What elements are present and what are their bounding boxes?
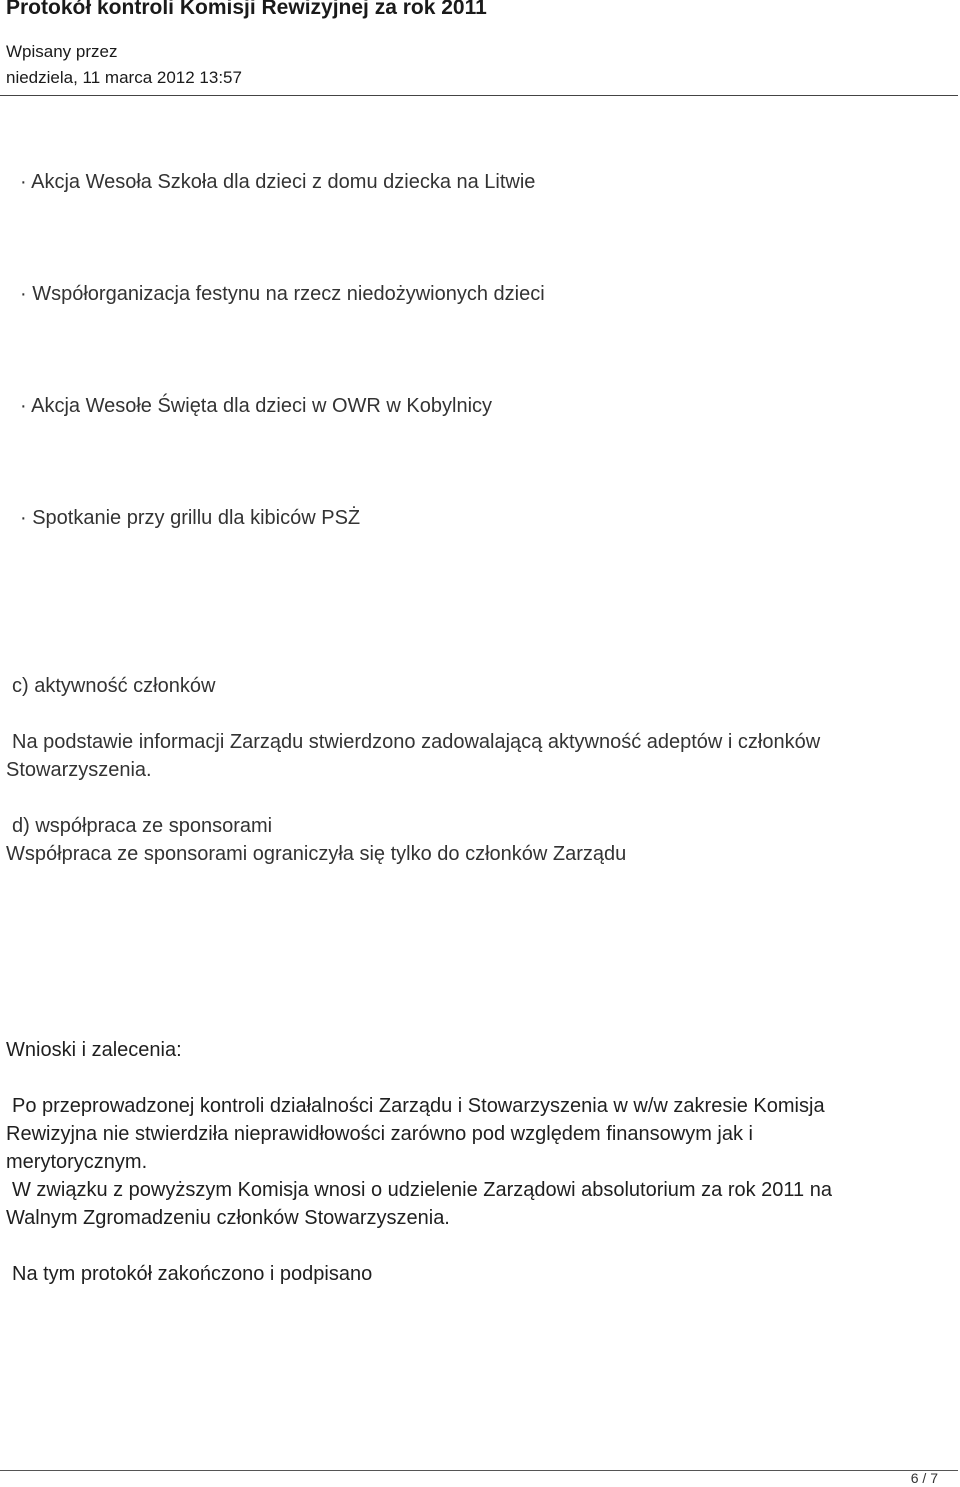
list-item: · Akcja Wesołe Święta dla dzieci w OWR w Kobylnicy	[20, 395, 493, 417]
section-d-text-line: Współpraca ze sponsorami ograniczyła się tylko do członków Zarządu	[6, 843, 627, 865]
conclusions-text-line: Rewizyjna nie stwierdziła nieprawidłowości zarówno pod względem finansowym jak i	[6, 1123, 753, 1145]
conclusions-heading: Wnioski i zalecenia:	[6, 1039, 182, 1061]
document-title: Protokół kontroli Komisji Rewizyjnej za rok 2011	[6, 0, 487, 19]
conclusions-text-line: Walnym Zgromadzeniu członków Stowarzyszenia.	[6, 1207, 450, 1229]
page-number: 6 / 7	[910, 1470, 938, 1486]
section-c-text-line: Na podstawie informacji Zarządu stwierdzono zadowalającą aktywność adeptów i członków	[12, 731, 821, 753]
section-c-heading: c) aktywność członków	[12, 675, 216, 697]
section-c-text-line: Stowarzyszenia.	[6, 759, 152, 781]
conclusions-text-line: merytorycznym.	[6, 1151, 148, 1173]
list-item: · Współorganizacja festynu na rzecz niedożywionych dzieci	[20, 283, 545, 305]
closing-statement: Na tym protokół zakończono i podpisano	[12, 1263, 373, 1285]
footer-divider	[0, 1470, 958, 1471]
list-item: · Akcja Wesoła Szkoła dla dzieci z domu dziecka na Litwie	[20, 171, 536, 193]
conclusions-text-line: W związku z powyższym Komisja wnosi o udzielenie Zarządowi absolutorium za rok 2011 na	[12, 1179, 832, 1201]
conclusions-text-line: Po przeprowadzonej kontroli działalności Zarządu i Stowarzyszenia w w/w zakresie Komisja	[12, 1095, 825, 1117]
section-d-heading: d) współpraca ze sponsorami	[12, 815, 273, 837]
list-item: · Spotkanie przy grillu dla kibiców PSŻ	[20, 507, 361, 529]
author-label: Wpisany przez	[6, 42, 118, 61]
header-divider	[0, 95, 958, 96]
publish-date: niedziela, 11 marca 2012 13:57	[6, 68, 242, 87]
